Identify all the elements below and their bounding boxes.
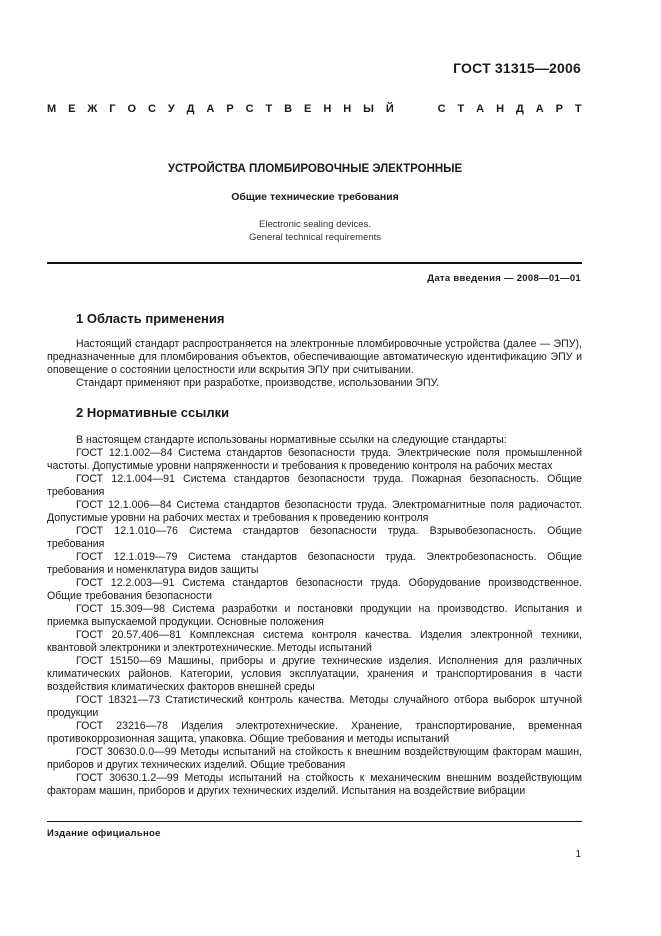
banner-letter: Т (574, 103, 582, 115)
banner-letter: Т (457, 103, 465, 115)
section2-paragraph: ГОСТ 12.1.004—91 Система стандартов безопасности труда. Пожарная безопасность. Общие требования (47, 473, 582, 498)
banner-letter: Н (343, 103, 352, 115)
document-subtitle: Общие технические требования (231, 191, 399, 203)
interstate-standard-banner (47, 103, 582, 115)
section2-paragraph: ГОСТ 20.57.406—81 Комплексная система контроля качества. Изделия электронной техники, квантовой электроники и электротехнические. Методы испытаний (47, 629, 582, 654)
section-2-body (47, 434, 582, 798)
banner-letter: В (284, 103, 293, 115)
section2-paragraph: ГОСТ 30630.0.0—99 Методы испытаний на стойкость к внешним воздействующим факторам машин, приборов и других технических изделий. Общие требования (47, 746, 582, 771)
banner-letter: У (167, 103, 175, 115)
banner-letter: А (476, 103, 485, 115)
section2-paragraph: ГОСТ 15150—69 Машины, приборы и другие технические изделия. Исполнения для различных климатических районов. Категории, условия эксплуатации, хранения и транспортирования в части воздействия климатических факторов внешней среды (47, 655, 582, 693)
section2-paragraph: ГОСТ 12.1.010—76 Система стандартов безопасности труда. Взрывобезопасность. Общие требования (47, 525, 582, 550)
banner-letter: Р (226, 103, 234, 115)
banner-letter: Д (515, 103, 524, 115)
section2-paragraph: ГОСТ 18321—73 Статистический контроль качества. Методы случайного отбора выборок штучной продукции (47, 694, 582, 719)
english-title (0, 218, 630, 244)
english-title-line-1: Electronic sealing devices. (259, 219, 371, 230)
banner-letter: Ж (87, 103, 98, 115)
banner-letter: А (535, 103, 544, 115)
header-divider (47, 262, 582, 264)
section1-paragraph: Стандарт применяют при разработке, производстве, использовании ЭПУ. (76, 377, 439, 389)
banner-gap (406, 103, 426, 115)
banner-letter: Д (186, 103, 195, 115)
banner-letter: Т (265, 103, 273, 115)
section-2-heading: 2 Нормативные ссылки (76, 405, 230, 420)
section2-paragraph: ГОСТ 12.1.002—84 Система стандартов безопасности труда. Электрические поля промышленной частоты. Допустимые уровни напряженности и требования к проведению контроля на рабочих местах (47, 447, 582, 472)
section2-paragraph: ГОСТ 23216—78 Изделия электротехнические. Хранение, транспортирование, временная противокоррозионная защита, упаковка. Общие требования и методы испытаний (47, 720, 582, 745)
section2-paragraph: ГОСТ 30630.1.2—99 Методы испытаний на стойкость к механическим внешним воздействующим факторам машин, приборов и других технических изделий. Испытания на воздействие вибрации (47, 772, 582, 797)
banner-letter: Г (109, 103, 116, 115)
banner-letter: Н (323, 103, 332, 115)
section2-paragraph: В настоящем стандарте использованы нормативные ссылки на следующие стандарты: (76, 434, 507, 446)
banner-letter: Й (385, 103, 394, 115)
banner-letter: С (147, 103, 156, 115)
section-1-heading: 1 Область применения (76, 311, 225, 326)
document-number: ГОСТ 31315—2006 (453, 60, 581, 76)
banner-letter: С (437, 103, 446, 115)
english-title-line-2: General technical requirements (248, 232, 381, 243)
banner-letter: О (127, 103, 137, 115)
section2-paragraph: ГОСТ 12.2.003—91 Система стандартов безопасности труда. Оборудование производственное. Общие требования безопасности (47, 577, 582, 602)
banner-letter: А (206, 103, 215, 115)
banner-letter: Ы (363, 103, 374, 115)
introduction-date: Дата введения — 2008—01—01 (427, 273, 581, 284)
section2-paragraph: ГОСТ 15.309—98 Система разработки и постановки продукции на производство. Испытания и приемка выпускаемой продукции. Основные положения (47, 603, 582, 628)
banner-letter: С (245, 103, 254, 115)
official-edition-label: Издание официальное (47, 828, 161, 839)
section2-paragraph: ГОСТ 12.1.019—79 Система стандартов безопасности труда. Электробезопасность. Общие требования и номенклатура видов защиты (47, 551, 582, 576)
section1-paragraph: Настоящий стандарт распространяется на электронные пломбировочные устройства (далее — ЭПУ), предназначенные для пломбирования объектов, обеспечивающие автоматическую идентификацию ЭПУ и оповещение о состоянии целостности или вскрытия ЭПУ при считывании. (47, 338, 582, 376)
banner-letter: Р (555, 103, 563, 115)
banner-letter: Е (68, 103, 76, 115)
section2-paragraph: ГОСТ 12.1.006—84 Система стандартов безопасности труда. Электромагнитные поля радиочастот. Допустимые уровни на рабочих местах и требования к проведению контроля (47, 499, 582, 524)
banner-letter: Н (496, 103, 505, 115)
banner-letter: М (47, 103, 57, 115)
footer-divider (47, 821, 582, 822)
banner-letter: Е (304, 103, 312, 115)
section-1-body (47, 338, 582, 390)
document-title: УСТРОЙСТВА ПЛОМБИРОВОЧНЫЕ ЭЛЕКТРОННЫЕ (167, 163, 463, 175)
page-number: 1 (575, 849, 581, 860)
